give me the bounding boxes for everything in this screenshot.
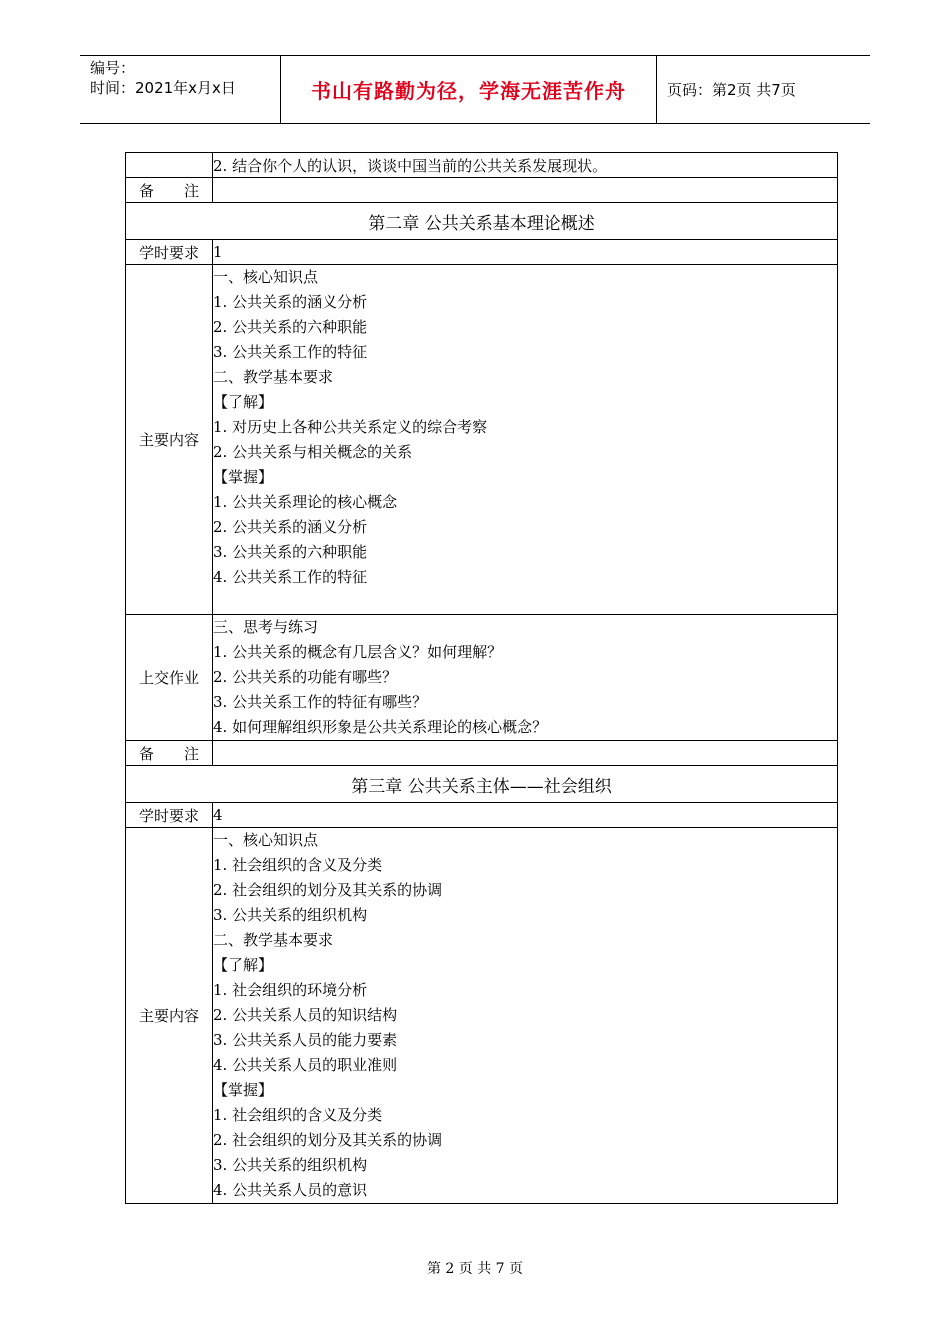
content-line: 【了解】 xyxy=(213,956,274,974)
chapter3-hours-row xyxy=(126,803,838,828)
homework-line: 1. 公共关系的概念有几层含义？如何理解？ xyxy=(213,643,503,661)
chapter3-content-row xyxy=(126,828,838,1204)
homework-label: 上交作业 xyxy=(126,615,213,741)
homework-line: 三、思考与练习 xyxy=(213,618,319,636)
content-line: 2. 公共关系与相关概念的关系 xyxy=(213,443,413,461)
chapter2-homework-row xyxy=(126,615,838,741)
main-content-label: 主要内容 xyxy=(126,828,213,1204)
note-value xyxy=(213,178,838,203)
content-line: 4. 公共关系工作的特征 xyxy=(213,568,368,586)
content-line: 2. 社会组织的划分及其关系的协调 xyxy=(213,881,443,899)
content-line: 1. 公共关系的涵义分析 xyxy=(213,293,368,311)
header-motto: 书山有路勤为径，学海无涯苦作舟 xyxy=(280,56,657,123)
chapter3-content xyxy=(213,828,838,1204)
note-label: 备 注 xyxy=(126,741,213,766)
content-line: 二、教学基本要求 xyxy=(213,368,334,386)
prev-note-row xyxy=(126,178,838,203)
document-number: 编号： xyxy=(90,59,136,77)
content-line: 一、核心知识点 xyxy=(213,831,319,849)
chapter2-title-row xyxy=(126,203,838,240)
content-line: 二、教学基本要求 xyxy=(213,931,334,949)
content-line: 3. 公共关系的组织机构 xyxy=(213,906,368,924)
content-line: 1. 社会组织的含义及分类 xyxy=(213,1106,383,1124)
content-line: 【掌握】 xyxy=(213,468,274,486)
content-line: 一、核心知识点 xyxy=(213,268,319,286)
content-line: 1. 社会组织的含义及分类 xyxy=(213,856,383,874)
chapter2-hours: 1 xyxy=(213,240,838,265)
empty-label-cell xyxy=(126,153,213,178)
content-line: 【掌握】 xyxy=(213,1081,274,1099)
header-meta xyxy=(80,56,280,123)
content-line: 2. 公共关系人员的知识结构 xyxy=(213,1006,398,1024)
prev-section-row xyxy=(126,153,838,178)
chapter2-hours-row xyxy=(126,240,838,265)
hours-label: 学时要求 xyxy=(126,803,213,828)
document-time: 时间：2021年x月x日 xyxy=(90,79,236,97)
content-line: 3. 公共关系的六种职能 xyxy=(213,543,368,561)
note-label: 备 注 xyxy=(126,178,213,203)
note-value xyxy=(213,741,838,766)
chapter3-hours: 4 xyxy=(213,803,838,828)
document-header xyxy=(80,55,870,124)
content-line: 4. 公共关系人员的意识 xyxy=(213,1181,368,1199)
content-line: 3. 公共关系人员的能力要素 xyxy=(213,1031,398,1049)
main-content-label: 主要内容 xyxy=(126,265,213,615)
content-line: 3. 公共关系工作的特征 xyxy=(213,343,368,361)
content-line: 3. 公共关系的组织机构 xyxy=(213,1156,368,1174)
chapter2-homework xyxy=(213,615,838,741)
syllabus-table xyxy=(125,152,838,1204)
homework-line: 2. 公共关系的功能有哪些？ xyxy=(213,668,398,686)
chapter2-title: 第二章 公共关系基本理论概述 xyxy=(126,203,838,240)
hours-label: 学时要求 xyxy=(126,240,213,265)
header-page-info: 页码：第2页 共7页 xyxy=(667,81,796,99)
content-line: 1. 对历史上各种公共关系定义的综合考察 xyxy=(213,418,488,436)
homework-line: 4. 如何理解组织形象是公共关系理论的核心概念？ xyxy=(213,718,548,736)
content-line: 4. 公共关系人员的职业准则 xyxy=(213,1056,398,1074)
content-line: 【了解】 xyxy=(213,393,274,411)
chapter2-note-row xyxy=(126,741,838,766)
chapter2-content-row xyxy=(126,265,838,615)
homework-line: 3. 公共关系工作的特征有哪些？ xyxy=(213,693,428,711)
page-footer: 第 2 页 共 7 页 xyxy=(426,1261,524,1277)
content-line: 2. 公共关系的六种职能 xyxy=(213,318,368,336)
content-line: 1. 公共关系理论的核心概念 xyxy=(213,493,398,511)
content-line: 2. 社会组织的划分及其关系的协调 xyxy=(213,1131,443,1149)
prev-section-last-line: 2. 结合你个人的认识，谈谈中国当前的公共关系发展现状。 xyxy=(213,153,838,178)
content-line: 1. 社会组织的环境分析 xyxy=(213,981,368,999)
blank-spacer xyxy=(213,590,837,614)
chapter3-title: 第三章 公共关系主体——社会组织 xyxy=(126,766,838,803)
chapter2-content xyxy=(213,265,838,615)
content-line: 2. 公共关系的涵义分析 xyxy=(213,518,368,536)
chapter3-title-row xyxy=(126,766,838,803)
